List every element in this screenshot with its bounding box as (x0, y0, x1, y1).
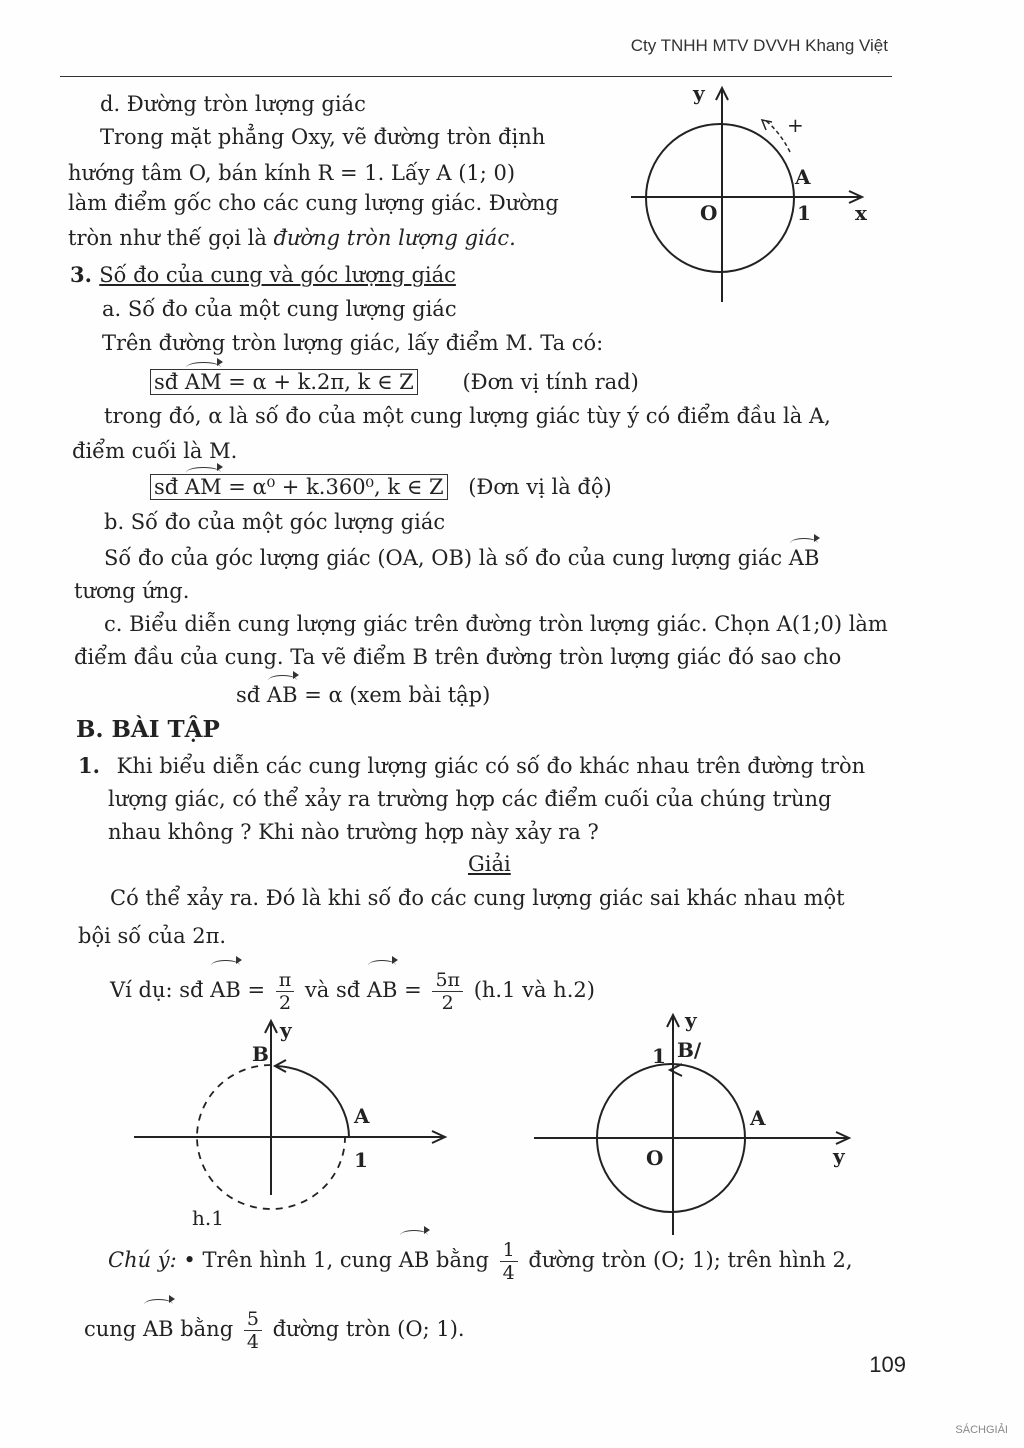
text-span: cung (84, 1317, 143, 1341)
formula-c (236, 677, 490, 709)
label-x: x (855, 201, 867, 225)
label-o: O (700, 201, 718, 225)
section-b-title: B. BÀI TẬP (76, 716, 220, 743)
text-span: Số đo của góc lượng giác (OA, OB) là số đo của cung lượng giác (104, 546, 789, 570)
text-line: nhau không ? Khi nào trường hợp này xảy ra ? (108, 820, 599, 844)
text-span: • Trên hình 1, cung (176, 1248, 399, 1272)
formula-text: = α (xem bài tập) (297, 683, 491, 707)
question-line (78, 752, 865, 780)
text-line: hướng tâm O, bán kính R = 1. Lấy A (1; 0) (68, 161, 516, 185)
text-span: = (240, 978, 272, 1002)
note-line-2 (84, 1301, 465, 1353)
section-3-heading (70, 261, 456, 289)
text-line: c. Biểu diễn cung lượng giác trên đường tròn lượng giác. Chọn A(1;0) làm (104, 612, 888, 636)
orientation-arrow-head (762, 120, 772, 130)
text-line (104, 540, 819, 572)
text-span: = (397, 978, 429, 1002)
label-plus: + (787, 113, 804, 137)
label-y: y (693, 81, 705, 105)
formula-deg (150, 469, 612, 501)
unit-circle-figure (625, 80, 885, 310)
formula-text: = α⁰ + k.360⁰, k ∈ Z (221, 475, 444, 499)
text-line: làm điểm gốc cho các cung lượng giác. Đường (68, 191, 559, 215)
arc-symbol: AB (210, 962, 241, 1014)
page-number: 109 (869, 1352, 906, 1377)
publisher-name: Cty TNHH MTV DVVH Khang Việt (630, 36, 888, 55)
fraction-denominator: 2 (441, 992, 454, 1014)
text-span: bằng (429, 1248, 496, 1272)
text-line: Trong mặt phẳng Oxy, vẽ đường tròn định (100, 125, 546, 149)
arc-symbol: AB (267, 677, 298, 709)
label-b-prime: B/ (677, 1038, 702, 1062)
formula-text: sđ (236, 683, 267, 707)
label-1: 1 (797, 201, 811, 225)
text-line: điểm đầu của cung. Ta vẽ điểm B trên đường tròn lượng giác đó sao cho (74, 645, 842, 669)
fraction-denominator: 2 (278, 992, 292, 1014)
note-line-1 (108, 1232, 853, 1284)
text-span: Khi biểu diễn các cung lượng giác có số đo khác nhau trên đường tròn (116, 754, 866, 778)
formula-text: sđ (154, 370, 185, 394)
question-number: 1. (78, 753, 100, 778)
fraction-numerator: 1 (500, 1239, 518, 1262)
text-line: Trên đường tròn lượng giác, lấy điểm M. Ta có: (102, 331, 604, 355)
label-a: A (750, 1106, 766, 1130)
formula-box (150, 474, 448, 500)
fraction-denominator: 4 (246, 1331, 259, 1353)
text-line: điểm cuối là M. (72, 439, 238, 463)
example-line (110, 962, 595, 1014)
label-y-axis-end: y (833, 1144, 845, 1168)
text-span: Ví dụ: sđ (110, 978, 211, 1002)
formula-text: = α + k.2π, k ∈ Z (221, 370, 414, 394)
text-line: lượng giác, có thể xảy ra trường hợp các điểm cuối của chúng trùng (108, 787, 832, 811)
definition-term: đường tròn lượng giác. (273, 226, 516, 250)
fraction-denominator: 4 (502, 1262, 515, 1284)
fraction-numerator: 5 (244, 1308, 262, 1331)
note-label: Chú ý: (108, 1248, 177, 1272)
fraction (276, 969, 295, 1014)
formula-text: sđ (154, 475, 185, 499)
subsection-a-title: a. Số đo của một cung lượng giác (102, 297, 457, 321)
fraction (244, 1308, 262, 1353)
text-span: (h.1 và h.2) (467, 978, 595, 1002)
solution-heading: Giải (468, 852, 511, 876)
fraction-numerator: 5π (432, 969, 463, 992)
figure-h1 (130, 1015, 460, 1235)
text-line: trong đó, α là số đo của một cung lượng giác tùy ý có điểm đầu là A, (104, 404, 831, 428)
unit-note: (Đơn vị tính rad) (462, 370, 639, 394)
arc-symbol: AB (789, 540, 820, 572)
arc-symbol: AM (185, 469, 222, 501)
text-span: tròn như thế gọi là (68, 226, 274, 250)
label-b: B (252, 1042, 269, 1066)
arc-arrow-head (670, 1064, 682, 1076)
fraction-numerator: π (276, 969, 295, 992)
section-number: 3. (70, 262, 92, 287)
text-span: đường tròn (O; 1); trên hình 2, (521, 1248, 853, 1272)
arc-symbol: AB (399, 1232, 430, 1284)
arc-ab (276, 1066, 349, 1137)
fraction (432, 969, 463, 1014)
text-line (68, 224, 516, 252)
label-a: A (354, 1104, 370, 1128)
label-y: y (280, 1018, 292, 1042)
unit-note: (Đơn vị là độ) (468, 475, 612, 499)
formula-rad (150, 364, 639, 396)
subsection-b-title: b. Số đo của một góc lượng giác (104, 510, 446, 534)
figure-label: h.1 (192, 1206, 224, 1230)
text-span: bằng (173, 1317, 240, 1341)
arc-symbol: AB (367, 962, 398, 1014)
text-line: bội số của 2π. (78, 924, 227, 948)
section-title: Số đo của cung và góc lượng giác (99, 263, 456, 287)
page-header (60, 36, 892, 77)
label-1: 1 (652, 1044, 666, 1068)
section-d-title: d. Đường tròn lượng giác (100, 92, 366, 116)
label-1: 1 (354, 1148, 368, 1172)
text-line: tương ứng. (74, 579, 190, 603)
arc-symbol: AB (143, 1301, 174, 1353)
fraction (500, 1239, 518, 1284)
label-y: y (685, 1008, 697, 1032)
formula-box (150, 369, 418, 395)
label-a: A (795, 165, 811, 189)
text-span: đường tròn (O; 1). (265, 1317, 465, 1341)
arc-symbol: AM (185, 364, 222, 396)
text-line: Có thể xảy ra. Đó là khi số đo các cung lượng giác sai khác nhau một (110, 886, 845, 910)
label-o: O (646, 1146, 664, 1170)
text-span: và sđ (298, 978, 367, 1002)
watermark-logo: SÁCHGIẢI (955, 1424, 1008, 1436)
figure-h2 (530, 1005, 860, 1245)
